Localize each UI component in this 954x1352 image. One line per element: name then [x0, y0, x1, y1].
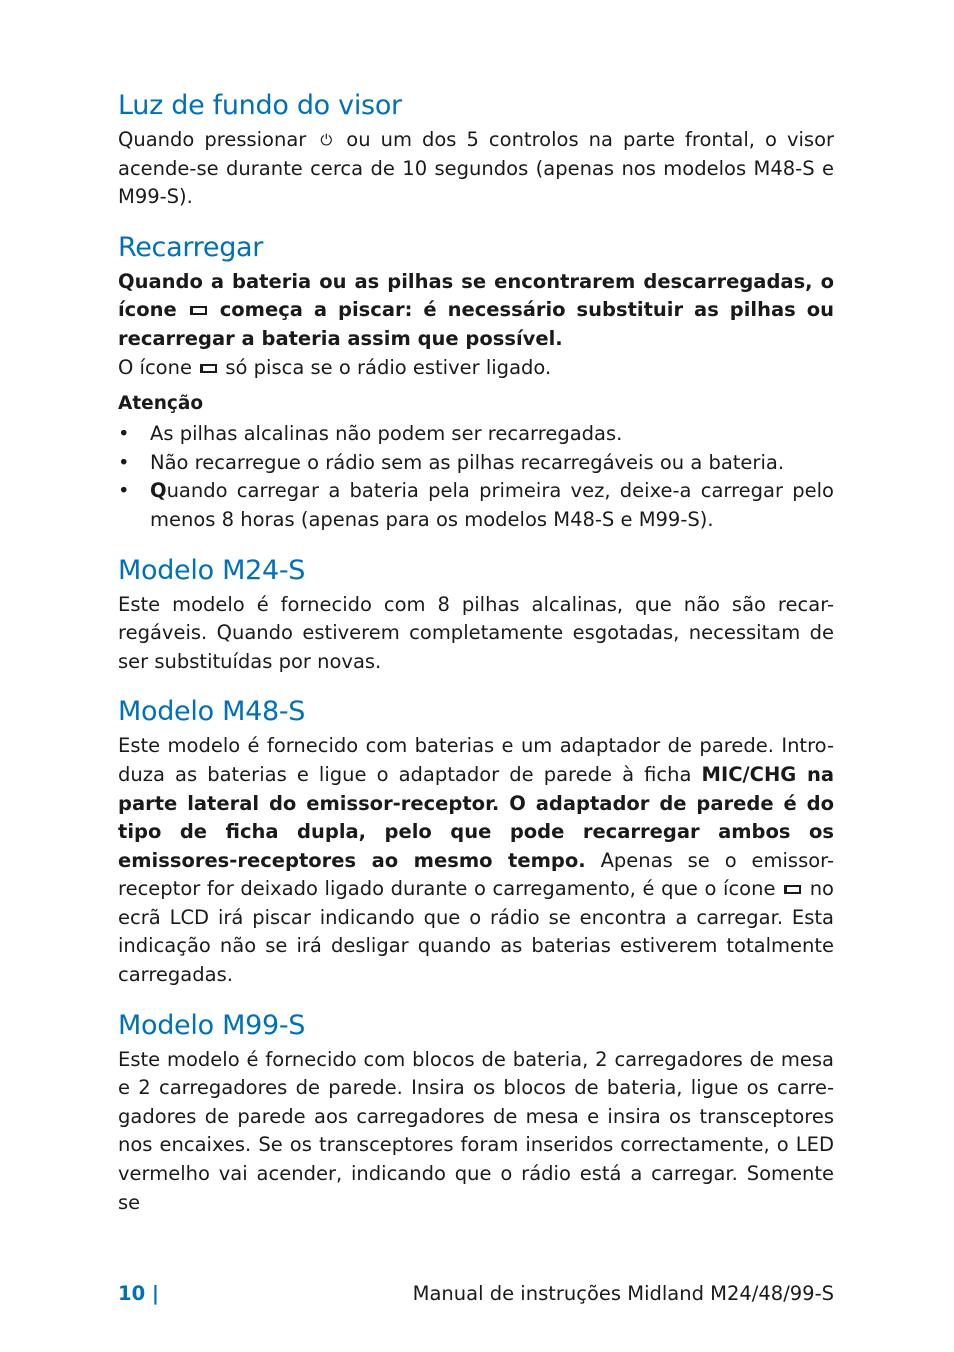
recharge-bold-2: começa a piscar: é necessário substituir as pilhas ou recarregar a bateria assim que possível. [118, 298, 835, 350]
list-item-bold-initial: Q [150, 479, 167, 503]
heading-recharge: Recarregar [118, 231, 264, 263]
page-content [118, 86, 834, 1233]
recharge-note [118, 354, 834, 383]
m48-text-1: Este modelo é fornecido com baterias e um adaptador de parede. Intro-duza as baterias e ligue o adaptador de parede à ficha [118, 734, 834, 786]
battery-icon [784, 885, 801, 894]
battery-icon [190, 306, 207, 315]
heading-m99: Modelo M99-S [118, 1009, 306, 1041]
page-footer [118, 1282, 834, 1314]
section-m99 [118, 1006, 834, 1218]
attention-list [118, 420, 834, 534]
list-item-text: As pilhas alcalinas não podem ser recarregadas. [150, 422, 623, 446]
recharge-warning [118, 268, 834, 354]
m48-paragraph [118, 732, 834, 989]
m24-paragraph: Este modelo é fornecido com 8 pilhas alcalinas, que não são recar-regáveis. Quando estiverem completamente esgotadas, necessitam de ser substituídas por novas. [118, 592, 834, 673]
backlight-text-2: ou um dos 5 controlos na parte frontal, o visor acende-se durante cerca de 10 segundos (apenas nos modelos M48-S e M99-S). [118, 128, 835, 209]
recharge-note-1: O ícone [118, 355, 192, 379]
recharge-bold-1: Quando a bateria ou as pilhas se encontrarem descarregadas, o ícone [118, 269, 834, 322]
heading-backlight: Luz de fundo do visor [118, 90, 402, 121]
section-m48 [118, 692, 834, 989]
m99-paragraph: Este modelo é fornecido com blocos de bateria, 2 carregadores de mesa e 2 carregadores de parede. Insira os blocos de bateria, ligue os carre-gadores de parede aos carregadores de mesa e insira os transceptores nos encaixes. Se os transceptores foram inseridos correctamente, o LED vermelho vai acender, indicando que o rádio está a carregar. Somente se [118, 1047, 834, 1214]
heading-m24: Modelo M24-S [118, 554, 306, 586]
bullet: • [118, 422, 130, 446]
list-item [118, 477, 834, 534]
list-item-text: Não recarregue o rádio sem as pilhas recarregáveis ou a bateria. [150, 450, 785, 474]
list-item [118, 420, 834, 449]
list-item [118, 449, 834, 478]
backlight-text-1: Quando pressionar [118, 128, 307, 151]
power-icon: ⏻ [320, 131, 333, 149]
section-m24 [118, 551, 834, 677]
section-backlight [118, 86, 834, 212]
heading-m48: Modelo M48-S [118, 696, 306, 728]
page-number: 10 | [118, 1282, 160, 1305]
list-item-text [150, 479, 834, 531]
backlight-paragraph [118, 126, 834, 212]
m48-bold: MIC/CHG na parte lateral do emissor-receptor. O adaptador de parede é do tipo de ficha dupla, pelo que pode recarregar ambos os emissores-receptores ao mesmo tempo. [118, 762, 834, 872]
battery-icon [200, 364, 217, 373]
bullet: • [118, 479, 130, 503]
bullet: • [118, 450, 130, 474]
m48-text-3: no ecrã LCD irá piscar indicando que o rádio se encontra a carregar. Esta indicação não se irá desligar quando as baterias estiverem totalmente carregadas. [118, 877, 834, 987]
recharge-note-2: só pisca se o rádio estiver ligado. [225, 355, 552, 379]
list-item-rest: uando carregar a bateria pela primeira vez, deixe-a carregar pelo menos 8 horas (apenas para os modelos M48-S e M99-S). [150, 479, 834, 531]
attention-label: Atenção [118, 393, 204, 415]
footer-title: Manual de instruções Midland M24/48/99-S [412, 1282, 834, 1305]
section-recharge [118, 228, 834, 535]
m48-text-2: Apenas se o emissor-receptor for deixado ligado durante o carregamento, é que o ícone [118, 848, 834, 901]
